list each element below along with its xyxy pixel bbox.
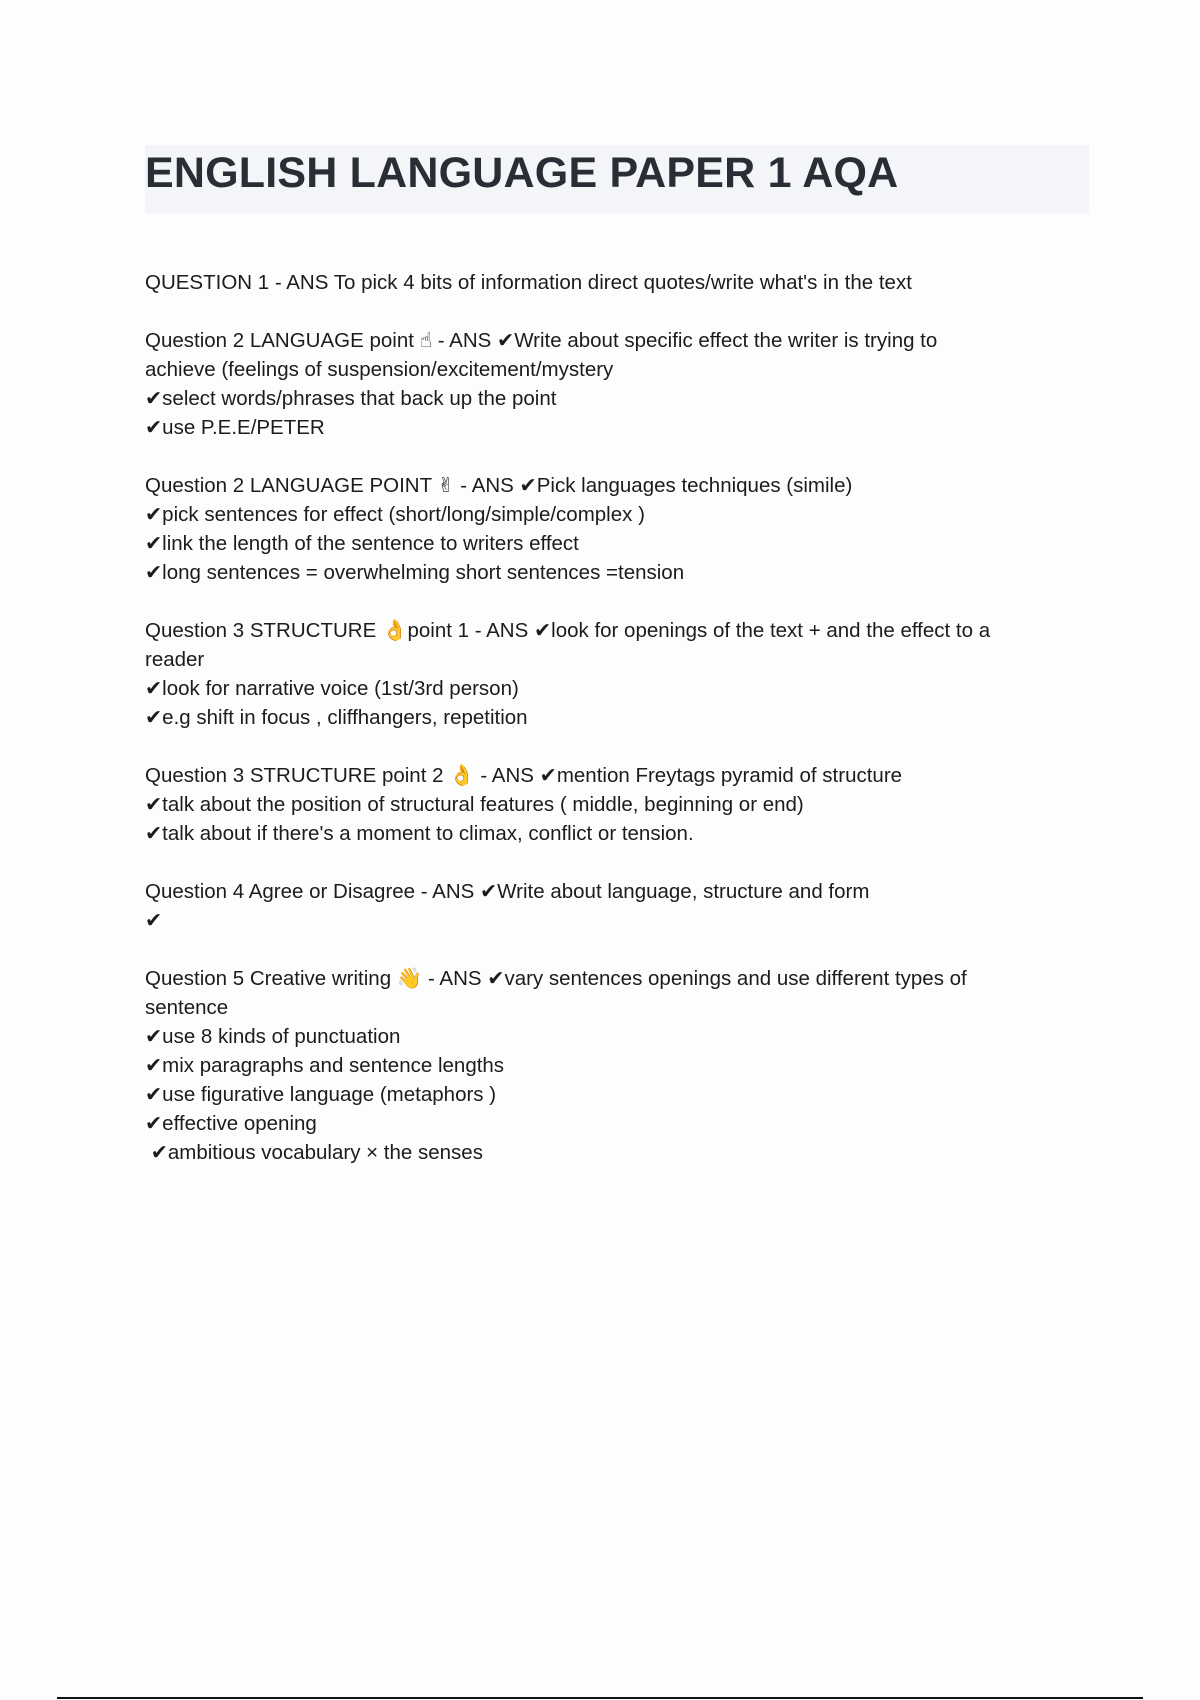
card-line: ✔ xyxy=(145,909,163,932)
card-line: ✔ambitious vocabulary × the senses xyxy=(145,1141,483,1164)
card-line: Question 4 Agree or Disagree - ANS ✔Write about language, structure and form xyxy=(145,880,870,903)
document-title: ENGLISH LANGUAGE PAPER 1 AQA xyxy=(145,149,899,197)
card-line: ✔use 8 kinds of punctuation xyxy=(145,1025,401,1048)
card-line: ✔link the length of the sentence to writers effect xyxy=(145,532,579,555)
flashcard-q2-language-point-2 xyxy=(145,471,1085,587)
card-line: Question 2 LANGUAGE point ☝ - ANS ✔Write about specific effect the writer is trying to xyxy=(145,329,938,352)
card-line: reader xyxy=(145,648,205,671)
card-line: ✔select words/phrases that back up the point xyxy=(145,387,557,410)
card-line: ✔use figurative language (metaphors ) xyxy=(145,1083,497,1106)
flashcard-q2-language-point-1 xyxy=(145,326,1085,442)
flashcard-list xyxy=(145,268,1085,1196)
card-line: Question 5 Creative writing 👋 - ANS ✔vary sentences openings and use different types of xyxy=(145,967,967,990)
flashcard-q4-agree-disagree xyxy=(145,877,1085,935)
card-line: ✔look for narrative voice (1st/3rd person) xyxy=(145,677,519,700)
card-line: Question 3 STRUCTURE 👌point 1 - ANS ✔look for openings of the text + and the effect to a xyxy=(145,619,991,642)
card-line: ✔mix paragraphs and sentence lengths xyxy=(145,1054,505,1077)
card-line: ✔effective opening xyxy=(145,1112,317,1135)
card-line: ✔use P.E.E/PETER xyxy=(145,416,325,439)
card-line: ✔pick sentences for effect (short/long/simple/complex ) xyxy=(145,503,645,526)
card-line: sentence xyxy=(145,996,229,1019)
flashcard-q3-structure-point-2 xyxy=(145,761,1085,848)
flashcard-q1 xyxy=(145,268,1085,297)
flashcard-q5-creative-writing xyxy=(145,964,1085,1167)
card-line: QUESTION 1 - ANS To pick 4 bits of information direct quotes/write what's in the text xyxy=(145,271,912,294)
flashcard-q3-structure-point-1 xyxy=(145,616,1085,732)
card-line: achieve (feelings of suspension/excitement/mystery xyxy=(145,358,614,381)
card-line: ✔talk about the position of structural features ( middle, beginning or end) xyxy=(145,793,804,816)
card-line: ✔long sentences = overwhelming short sentences =tension xyxy=(145,561,685,584)
card-line: ✔talk about if there's a moment to climax, conflict or tension. xyxy=(145,822,694,845)
card-line: Question 3 STRUCTURE point 2 👌 - ANS ✔mention Freytags pyramid of structure xyxy=(145,764,903,787)
card-line: Question 2 LANGUAGE POINT ✌ - ANS ✔Pick languages techniques (simile) xyxy=(145,474,853,497)
footer-divider xyxy=(57,1697,1143,1699)
card-line: ✔e.g shift in focus , cliffhangers, repetition xyxy=(145,706,528,729)
